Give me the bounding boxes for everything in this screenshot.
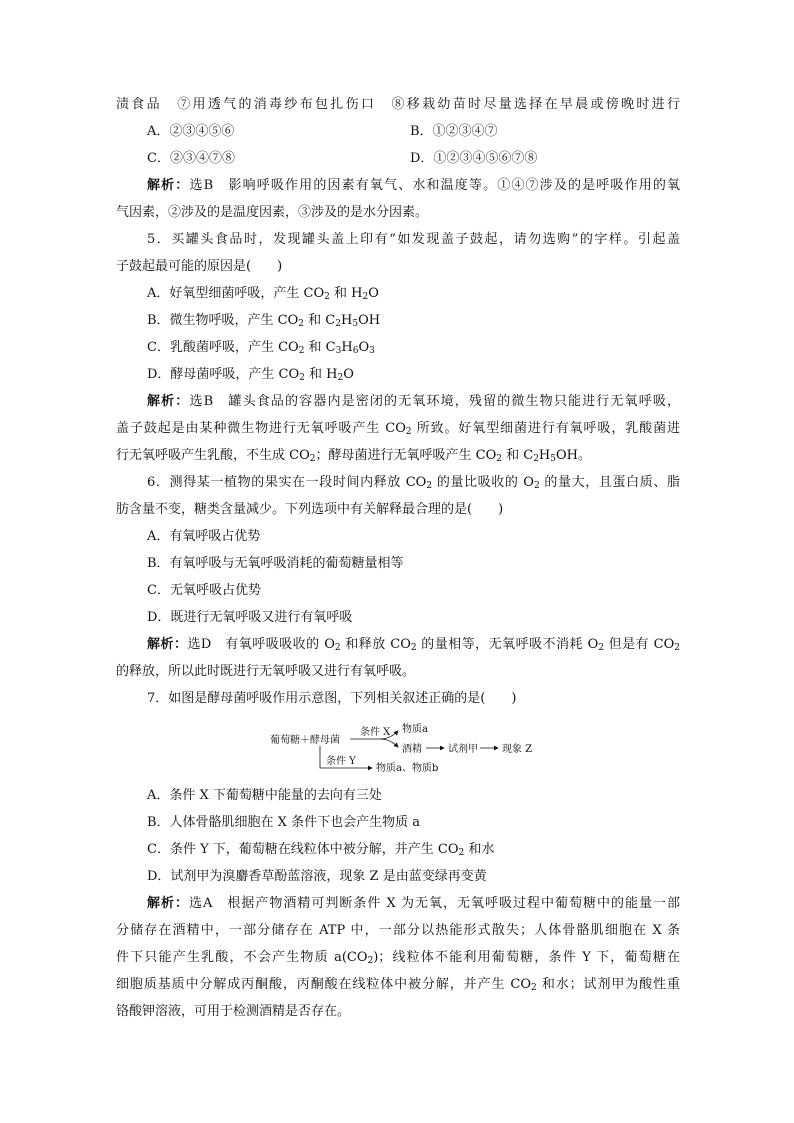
q7-analysis-line-1: 解析：选A 根据产物酒精可判断条件 X 为无氧，无氧呼吸过程中葡萄糖中的能量一部 — [147, 896, 680, 911]
q7-analysis-line-5: 铬酸钾溶液，可用于检测酒精是否存在。 — [116, 1004, 351, 1019]
q4-analysis-line-2: 气因素，②涉及的是温度因素，③涉及的是水分因素。 — [116, 205, 429, 220]
phenomenon-label: 现象 Z — [502, 744, 533, 755]
q5-option-a: A．好氧型细菌呼吸，产生 $CO_2$ 和 $H_2O$ — [147, 286, 379, 302]
q4-option-c: C．②③④⑦⑧ — [147, 151, 235, 166]
q5-stem-line-2: 子鼓起最可能的原因是( ) — [116, 259, 283, 274]
q4-option-b: B．①②③④⑦ — [410, 124, 498, 139]
condition-y-label: 条件 Y — [326, 756, 356, 767]
arrow-to-alcohol — [380, 739, 398, 747]
q6-option-a: A．有氧呼吸占优势 — [147, 529, 261, 544]
product-a-label: 物质a — [402, 724, 428, 735]
analysis-label: 解析： — [147, 178, 190, 193]
q7-stem: 7．如图是酵母菌呼吸作用示意图，下列相关叙述正确的是( ) — [147, 691, 517, 706]
q7-option-d: D．试剂甲为溴麝香草酚蓝溶液，现象 Z 是由蓝变绿再变黄 — [147, 869, 487, 884]
q7-option-b: B．人体骨骼肌细胞在 X 条件下也会产生物质 a — [147, 815, 420, 830]
reagent-label: 试剂甲 — [448, 744, 478, 755]
q4-option-a: A．②③④⑤⑥ — [147, 124, 235, 139]
q6-stem-line-2: 肪含量不变，糖类含量减少。下列选项中有关解释最合理的是( ) — [116, 502, 504, 517]
respiration-diagram — [268, 718, 568, 782]
condition-x-label: 条件 X — [360, 727, 391, 738]
q6-stem-line-1: 6．测得某一植物的果实在一段时间内释放 $CO_2$ 的量比吸收的 $O_2$ 的量大，且蛋白质、脂 — [147, 475, 680, 491]
q6-option-c: C．无氧呼吸占优势 — [147, 583, 261, 598]
q7-analysis-line-2: 分储存在酒精中，一部分储存在 ATP 中，一部分以热能形式散失；人体骨骼肌细胞在 X 条 — [116, 923, 680, 938]
q5-stem-line-1: 5．买罐头食品时，发现罐头盖上印有“如发现盖子鼓起，请勿选购”的字样。引起盖 — [147, 232, 680, 247]
q6-analysis-line-1: 解析：选D 有氧呼吸吸收的 $O_2$ 和释放 $CO_2$ 的量相等，无氧呼吸不消耗 $O_2$ 但是有 $CO_2$ — [147, 637, 680, 653]
q7-analysis-line-4: 细胞质基质中分解成丙酮酸，丙酮酸在线粒体中被分解，并产生 $CO_2$ 和水；试剂甲为酸性重 — [116, 977, 680, 993]
q4-stem-continuation: 渍食品 ⑦用透气的消毒纱布包扎伤口 ⑧移栽幼苗时尽量选择在早晨或傍晚时进行 — [116, 97, 680, 112]
q5-analysis-line-2: 盖子鼓起是由某种微生物进行无氧呼吸产生 $CO_2$ 所致。好氧型细菌进行有氧呼吸，乳酸菌进 — [116, 421, 680, 437]
products-ab-label: 物质a、物质b — [376, 763, 439, 774]
q6-option-d: D．既进行无氧呼吸又进行有氧呼吸 — [147, 610, 353, 625]
diagram-source-label: 葡萄糖＋酵母菌 — [270, 735, 340, 746]
q5-option-b: B．微生物呼吸，产生 $CO_2$ 和 $C_2H_5OH$ — [147, 313, 381, 329]
q7-option-c: C．条件 Y 下，葡萄糖在线粒体中被分解，并产生 $CO_2$ 和水 — [147, 842, 495, 858]
alcohol-label: 酒精 — [402, 744, 422, 755]
analysis-label: 解析： — [147, 637, 188, 652]
analysis-label: 解析： — [147, 896, 190, 911]
q5-analysis-line-1: 解析：选B 罐头食品的容器内是密闭的无氧环境，残留的微生物只能进行无氧呼吸， — [147, 394, 680, 409]
q5-analysis-line-3: 行无氧呼吸产生乳酸，不生成 $CO_2$；酵母菌进行无氧呼吸产生 $CO_2$ 和 $C_2H_5OH$。 — [116, 448, 591, 464]
q6-analysis-line-2: 的释放，所以此时既进行无氧呼吸又进行有氧呼吸。 — [116, 664, 416, 679]
q7-analysis-line-3: 件下只能产生乳酸，不会产生物质 $a(CO_2)$；线粒体不能利用葡萄糖，条件 Y 下，葡萄糖在 — [116, 950, 681, 966]
q4-option-d: D．①②③④⑤⑥⑦⑧ — [410, 151, 538, 166]
q6-option-b: B．有氧呼吸与无氧呼吸消耗的葡萄糖量相等 — [147, 556, 404, 571]
q5-option-d: D．酵母菌呼吸，产生 $CO_2$ 和 $H_2O$ — [147, 367, 354, 383]
analysis-label: 解析： — [147, 394, 190, 409]
q4-analysis-line-1: 解析：选B 影响呼吸作用的因素有氧气、水和温度等。①④⑦涉及的是呼吸作用的氧 — [147, 178, 680, 193]
q7-option-a: A．条件 X 下葡萄糖中能量的去向有三处 — [147, 788, 382, 803]
q5-option-c: C．乳酸菌呼吸，产生 $CO_2$ 和 $C_3H_6O_3$ — [147, 340, 375, 356]
